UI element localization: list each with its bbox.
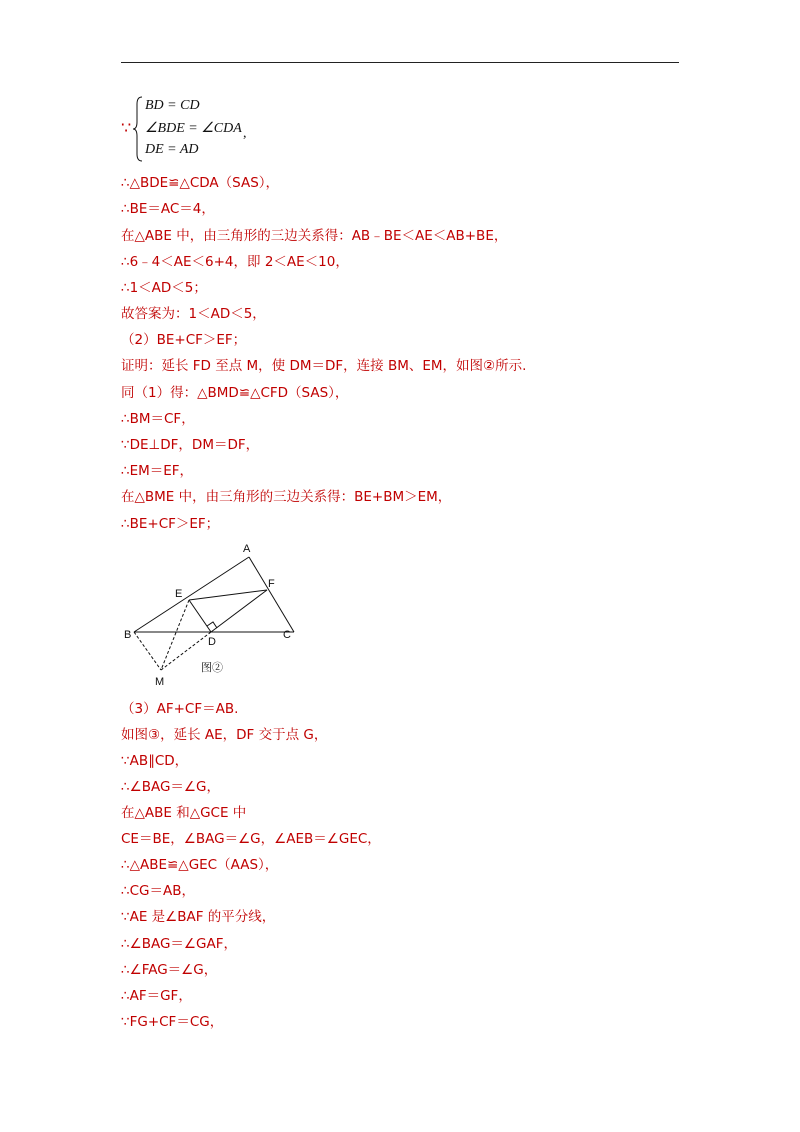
solution-line: ∴EM＝EF， (121, 463, 194, 479)
equation-2: ∠BDE = ∠CDA (145, 121, 242, 136)
solution-line: ∵AE 是∠BAF 的平分线， (121, 909, 276, 925)
equation-3: DE = AD (145, 142, 199, 157)
label-m: M (155, 676, 165, 688)
equation-system (121, 96, 381, 162)
label-b: B (124, 629, 132, 641)
solution-line: ∴△ABE≌△GEC（AAS）， (121, 857, 279, 873)
solution-line: ∴BE+CF＞EF； (121, 516, 220, 532)
equation-1: BD = CD (145, 98, 200, 113)
label-a: A (243, 543, 251, 555)
because-symbol: ∵ (121, 120, 132, 137)
label-c: C (283, 629, 291, 641)
label-e: E (175, 588, 183, 600)
solution-line: CE＝BE，∠BAG＝∠G，∠AEB＝∠GEC， (121, 831, 381, 847)
solution-line: ∵DE⊥DF，DM＝DF， (121, 437, 260, 453)
solution-line: ∴∠BAG＝∠G， (121, 779, 220, 795)
solution-line: ∴BE＝AC＝4， (121, 201, 215, 217)
solution-line: ∵FG+CF＝CG， (121, 1014, 224, 1030)
left-brace-icon (133, 96, 143, 162)
figure-caption: 图② (201, 662, 223, 674)
solution-line: 同（1）得：△BMD≌△CFD（SAS）， (121, 385, 349, 401)
label-d: D (208, 636, 216, 648)
solution-line: ∴1＜AD＜5； (121, 280, 207, 296)
solution-line: （2）BE+CF＞EF； (121, 332, 247, 348)
solution-line: 在△ABE 和△GCE 中 (121, 805, 247, 821)
solution-line: 如图③，延长 AE，DF 交于点 G， (121, 727, 328, 743)
header-rule (121, 62, 679, 63)
solution-line: 在△ABE 中，由三角形的三边关系得：AB﹣BE＜AE＜AB+BE， (121, 228, 508, 244)
solution-line: ∴BM＝CF， (121, 411, 195, 427)
label-f: F (268, 578, 275, 590)
solution-line: 在△BME 中，由三角形的三边关系得：BE+BM＞EM， (121, 489, 452, 505)
solution-line: ∴6﹣4＜AE＜6+4，即 2＜AE＜10， (121, 254, 349, 270)
geometry-figure-2 (121, 540, 311, 690)
solution-line: （3）AF+CF＝AB. (121, 701, 239, 717)
solution-line: ∴∠BAG＝∠GAF， (121, 936, 237, 952)
solution-line: ∴CG＝AB， (121, 883, 195, 899)
solution-line: ∴AF＝GF， (121, 988, 192, 1004)
solution-line: ∴∠FAG＝∠G， (121, 962, 218, 978)
solution-line: 证明：延长 FD 至点 M，使 DM＝DF，连接 BM、EM，如图②所示. (121, 358, 527, 374)
solution-line: ∴△BDE≌△CDA（SAS）， (121, 175, 280, 191)
solution-line: ∵AB∥CD， (121, 753, 189, 769)
system-comma: , (243, 126, 247, 141)
solution-line: 故答案为：1＜AD＜5， (121, 306, 266, 322)
